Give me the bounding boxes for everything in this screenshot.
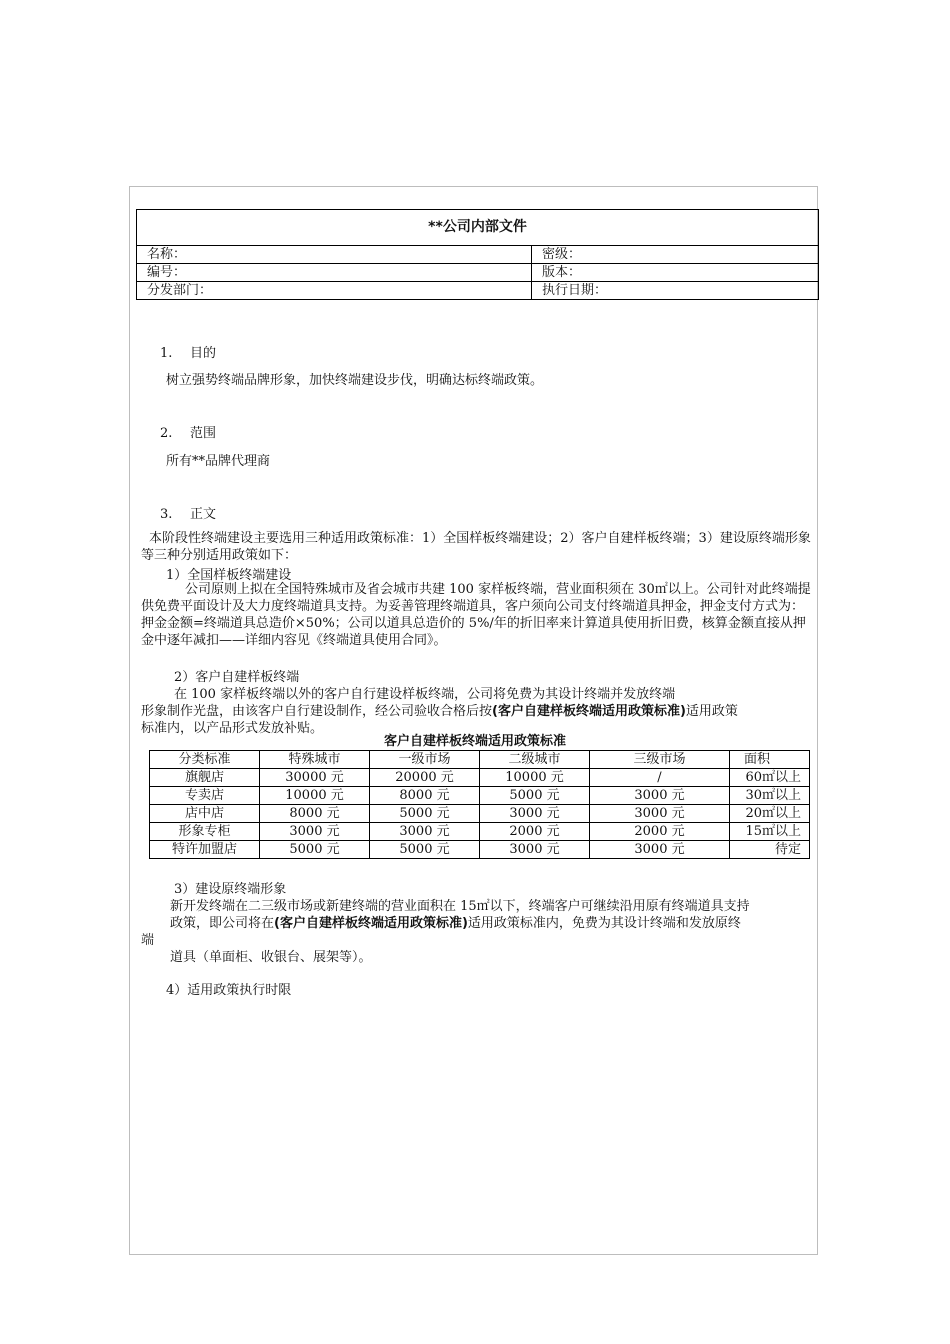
table-cell: 3000 元 <box>590 841 730 859</box>
subsection-2-line-2-start: 形象制作光盘，由该客户自行建设制作，经公司验收合格后按 <box>141 704 493 719</box>
table-cell: 10000 元 <box>260 787 370 805</box>
document-title: **公司内部文件 <box>137 210 819 246</box>
subsection-3-line-4: 道具（单面柜、收银台、展架等）。 <box>170 950 372 965</box>
table-header-cell: 一级市场 <box>370 751 480 769</box>
version-field-label: 版本： <box>532 264 819 282</box>
table-header-cell: 分类标准 <box>150 751 260 769</box>
section-2-text: 所有**品牌代理商 <box>166 454 271 469</box>
table-cell: 形象专柜 <box>150 823 260 841</box>
subsection-3-line-2-start: 政策，即公司将在 <box>170 916 275 931</box>
policy-table-header-row <box>150 751 810 769</box>
section-3-number: 3. <box>160 507 173 522</box>
table-cell: / <box>590 769 730 787</box>
subsection-3-line-2 <box>170 912 741 931</box>
section-2-title: 范围 <box>190 426 217 441</box>
subsection-1-text: 公司原则上拟在全国特殊城市及省会城市共建 100 家样板终端，营业面积须在 30㎡以上。公司针对此终端提供免费平面设计及大力度终端道具支持。为妥善管理终端道具，客户须向公司支付终端道具押金，押金支付方式为：押金金额=终端道具总造价×50%；公司以道具总造价的 5%/年的折旧率来计算道具使用折旧费，核算金额直接从押金中逐年减扣——详细内容见《终端道具使用合同》。 <box>141 582 811 648</box>
table-header-cell: 二级城市 <box>480 751 590 769</box>
table-header-cell: 面积 <box>730 751 810 769</box>
table-cell: 3000 元 <box>590 805 730 823</box>
table-cell: 5000 元 <box>370 805 480 823</box>
subsection-2-line-1: 在 100 家样板终端以外的客户自行建设样板终端，公司将免费为其设计终端并发放终端 <box>174 687 676 702</box>
section-2-heading <box>160 422 216 441</box>
subsection-3-line-3: 端 <box>141 933 155 948</box>
table-header-cell: 三级市场 <box>590 751 730 769</box>
table-cell: 60㎡以上 <box>730 769 810 787</box>
subsection-3-line-2-end: 适用政策标准内，免费为其设计终端和发放原终 <box>467 916 741 931</box>
policy-standard-reference: (客户自建样板终端适用政策标准) <box>492 704 686 719</box>
table-cell: 30000 元 <box>260 769 370 787</box>
section-3-title: 正文 <box>190 507 217 522</box>
table-cell: 特许加盟店 <box>150 841 260 859</box>
table-cell: 20㎡以上 <box>730 805 810 823</box>
section-2-number: 2. <box>160 426 173 441</box>
table-row <box>150 841 810 859</box>
policy-table <box>149 750 810 859</box>
table-cell: 旗舰店 <box>150 769 260 787</box>
table-cell: 5000 元 <box>260 841 370 859</box>
section-3-intro: 本阶段性终端建设主要选用三种适用政策标准：1）全国样板终端建设；2）客户自建样板终端；3）建设原终端形象等三种分别适用政策如下： <box>141 531 811 563</box>
policy-standard-reference: (客户自建样板终端适用政策标准) <box>274 916 468 931</box>
table-header-cell: 特殊城市 <box>260 751 370 769</box>
date-field-label: 执行日期： <box>532 282 819 300</box>
subsection-4-title: 4）适用政策执行时限 <box>166 983 292 998</box>
table-cell: 30㎡以上 <box>730 787 810 805</box>
section-1-number: 1. <box>160 346 173 361</box>
document-header-table <box>136 209 819 300</box>
secret-level-label: 密级： <box>532 246 819 264</box>
table-row <box>150 805 810 823</box>
table-cell: 专卖店 <box>150 787 260 805</box>
table-cell: 3000 元 <box>260 823 370 841</box>
subsection-2-line-2-end: 适用政策 <box>685 704 738 719</box>
table-cell: 15㎡以上 <box>730 823 810 841</box>
table-row <box>150 769 810 787</box>
subsection-3-line-1: 新开发终端在二三级市场或新建终端的营业面积在 15㎡以下，终端客户可继续沿用原有终端道具支持 <box>170 899 750 914</box>
table-cell: 2000 元 <box>590 823 730 841</box>
table-row <box>150 823 810 841</box>
table-cell: 10000 元 <box>480 769 590 787</box>
section-1-heading <box>160 342 216 361</box>
table-cell: 3000 元 <box>480 805 590 823</box>
table-cell: 待定 <box>730 841 810 859</box>
table-row <box>150 787 810 805</box>
table-cell: 3000 元 <box>590 787 730 805</box>
table-cell: 店中店 <box>150 805 260 823</box>
name-field-label: 名称： <box>137 246 532 264</box>
table-cell: 3000 元 <box>370 823 480 841</box>
subsection-1-title: 1）全国样板终端建设 <box>166 568 292 583</box>
table-cell: 5000 元 <box>370 841 480 859</box>
dept-field-label: 分发部门： <box>137 282 532 300</box>
subsection-3-title: 3）建设原终端形象 <box>174 882 287 897</box>
table-cell: 20000 元 <box>370 769 480 787</box>
table-cell: 5000 元 <box>480 787 590 805</box>
subsection-2-title: 2）客户自建样板终端 <box>174 670 300 685</box>
section-3-heading <box>160 503 216 522</box>
policy-table-title: 客户自建样板终端适用政策标准 <box>383 734 566 749</box>
table-cell: 8000 元 <box>260 805 370 823</box>
subsection-2-line-3: 标准内，以产品形式发放补贴。 <box>141 721 324 736</box>
section-1-text: 树立强势终端品牌形象，加快终端建设步伐，明确达标终端政策。 <box>166 373 544 388</box>
table-cell: 2000 元 <box>480 823 590 841</box>
table-cell: 3000 元 <box>480 841 590 859</box>
section-1-title: 目的 <box>190 346 217 361</box>
number-field-label: 编号： <box>137 264 532 282</box>
table-cell: 8000 元 <box>370 787 480 805</box>
